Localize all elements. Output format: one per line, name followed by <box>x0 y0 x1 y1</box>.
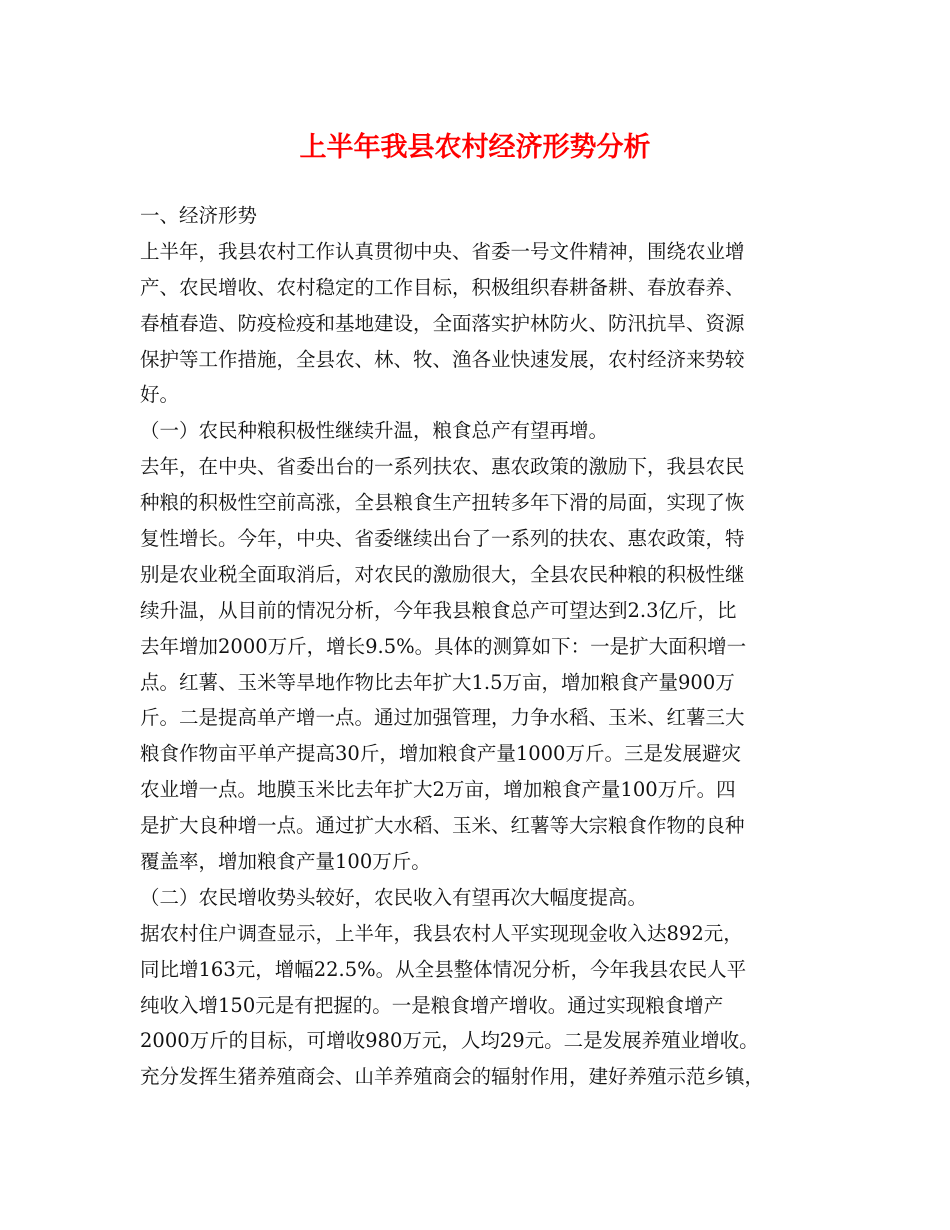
paragraph-line: 上半年，我县农村工作认真贯彻中央、省委一号文件精神，围绕农业增 <box>140 239 745 263</box>
paragraph-line: 充分发挥生猪养殖商会、山羊养殖商会的辐射作用，建好养殖示范乡镇， <box>140 1065 765 1089</box>
paragraph-line: 斤。二是提高单产增一点。通过加强管理，力争水稻、玉米、红薯三大 <box>140 706 745 730</box>
section-heading: 一、经济形势 <box>140 204 258 227</box>
paragraph-line: 好。 <box>140 383 180 407</box>
paragraph-line: 纯收入增150元是有把握的。一是粮食增产增收。通过实现粮食增产 <box>140 993 724 1017</box>
document-body <box>140 198 830 1095</box>
paragraph-line: 保护等工作措施，全县农、林、牧、渔各业快速发展，农村经济来势较 <box>140 347 745 371</box>
paragraph-line: 点。红薯、玉米等旱地作物比去年扩大1.5万亩，增加粮食产量900万 <box>140 670 735 694</box>
document-title: 上半年我县农村经济形势分析 <box>299 132 651 163</box>
paragraph-line: 去年增加2000万斤，增长9.5%。具体的测算如下：一是扩大面积增一 <box>140 634 747 658</box>
paragraph-line: 农业增一点。地膜玉米比去年扩大2万亩，增加粮食产量100万斤。四 <box>140 778 736 802</box>
paragraph-line: 同比增163元，增幅22.5%。从全县整体情况分析，今年我县农民人平 <box>140 957 747 981</box>
paragraph-line: 续升温，从目前的情况分析，今年我县粮食总产可望达到2.3亿斤，比 <box>140 598 737 622</box>
subsection-heading: （一）农民种粮积极性继续升温，粮食总产有望再增。 <box>140 419 609 443</box>
paragraph-line: 产、农民增收、农村稳定的工作目标，积极组织春耕备耕、春放春养、 <box>140 275 745 299</box>
paragraph-line: 种粮的积极性空前高涨，全县粮食生产扭转多年下滑的局面，实现了恢 <box>140 491 745 515</box>
paragraph-line: 覆盖率，增加粮食产量100万斤。 <box>140 850 431 874</box>
paragraph-line: 是扩大良种增一点。通过扩大水稻、玉米、红薯等大宗粮食作物的良种 <box>140 814 745 838</box>
paragraph-line: 复性增长。今年，中央、省委继续出台了一系列的扶农、惠农政策，特 <box>140 527 745 551</box>
paragraph-line: 粮食作物亩平单产提高30斤，增加粮食产量1000万斤。三是发展避灾 <box>140 742 741 766</box>
paragraph-line: 春植春造、防疫检疫和基地建设，全面落实护林防火、防汛抗旱、资源 <box>140 311 745 335</box>
paragraph-line: 据农村住户调查显示，上半年，我县农村人平实现现金收入达892元， <box>140 921 743 945</box>
paragraph-line: 2000万斤的目标，可增收980万元，人均29元。二是发展养殖业增收。 <box>140 1029 759 1053</box>
paragraph-line: 别是农业税全面取消后，对农民的激励很大，全县农民种粮的积极性继 <box>140 562 745 586</box>
subsection-heading: （二）农民增收势头较好，农民收入有望再次大幅度提高。 <box>140 885 648 909</box>
paragraph-line: 去年，在中央、省委出台的一系列扶农、惠农政策的激励下，我县农民 <box>140 455 745 479</box>
